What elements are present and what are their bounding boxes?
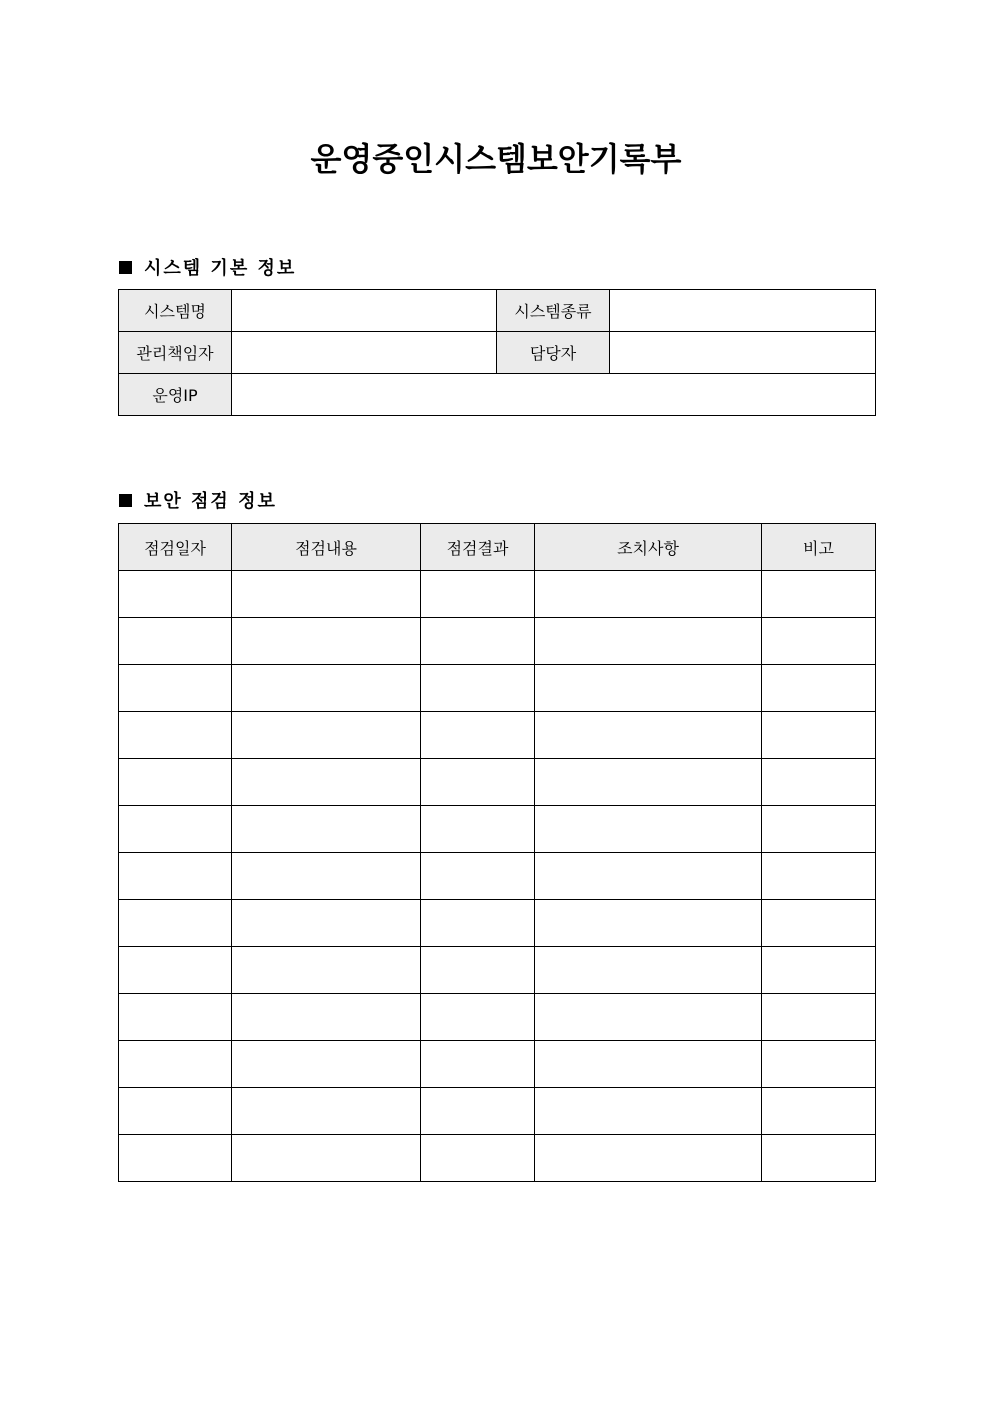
remarks-cell[interactable] <box>762 712 876 759</box>
remarks-cell[interactable] <box>762 1041 876 1088</box>
check-result-cell[interactable] <box>421 1135 535 1182</box>
check-date-cell[interactable] <box>119 618 232 665</box>
table-row <box>119 571 876 618</box>
action-cell[interactable] <box>535 1135 762 1182</box>
action-cell[interactable] <box>535 1088 762 1135</box>
section-heading-label: 보안 점검 정보 <box>144 491 277 512</box>
table-row <box>119 1135 876 1182</box>
table-row <box>119 1041 876 1088</box>
remarks-cell[interactable] <box>762 571 876 618</box>
system-name-label: 시스템명 <box>119 290 232 332</box>
check-content-cell[interactable] <box>232 665 421 712</box>
column-header-check-content: 점검내용 <box>232 524 421 571</box>
check-result-cell[interactable] <box>421 712 535 759</box>
table-row <box>119 618 876 665</box>
remarks-cell[interactable] <box>762 806 876 853</box>
column-header-check-date: 점검일자 <box>119 524 232 571</box>
action-cell[interactable] <box>535 665 762 712</box>
basic-info-table <box>118 289 876 416</box>
table-row <box>119 712 876 759</box>
staff-label: 담당자 <box>497 332 610 374</box>
check-date-cell[interactable] <box>119 1088 232 1135</box>
check-content-cell[interactable] <box>232 571 421 618</box>
remarks-cell[interactable] <box>762 1088 876 1135</box>
remarks-cell[interactable] <box>762 853 876 900</box>
check-result-cell[interactable] <box>421 618 535 665</box>
check-result-cell[interactable] <box>421 900 535 947</box>
check-content-cell[interactable] <box>232 712 421 759</box>
security-check-body <box>119 571 876 1182</box>
table-row <box>119 759 876 806</box>
check-date-cell[interactable] <box>119 1135 232 1182</box>
table-row <box>119 332 876 374</box>
table-row <box>119 947 876 994</box>
security-check-table <box>118 523 876 1182</box>
check-result-cell[interactable] <box>421 806 535 853</box>
check-result-cell[interactable] <box>421 947 535 994</box>
check-content-cell[interactable] <box>232 1041 421 1088</box>
table-row <box>119 665 876 712</box>
check-content-cell[interactable] <box>232 947 421 994</box>
manager-label: 관리책임자 <box>119 332 232 374</box>
check-date-cell[interactable] <box>119 853 232 900</box>
table-row <box>119 853 876 900</box>
check-date-cell[interactable] <box>119 994 232 1041</box>
system-name-field[interactable] <box>232 290 497 332</box>
check-content-cell[interactable] <box>232 900 421 947</box>
table-row <box>119 1088 876 1135</box>
check-content-cell[interactable] <box>232 853 421 900</box>
action-cell[interactable] <box>535 712 762 759</box>
check-result-cell[interactable] <box>421 1088 535 1135</box>
system-type-label: 시스템종류 <box>497 290 610 332</box>
remarks-cell[interactable] <box>762 759 876 806</box>
action-cell[interactable] <box>535 1041 762 1088</box>
table-row <box>119 374 876 416</box>
staff-field[interactable] <box>610 332 876 374</box>
check-date-cell[interactable] <box>119 665 232 712</box>
table-header-row <box>119 524 876 571</box>
check-result-cell[interactable] <box>421 665 535 712</box>
table-row <box>119 994 876 1041</box>
remarks-cell[interactable] <box>762 947 876 994</box>
remarks-cell[interactable] <box>762 900 876 947</box>
column-header-remarks: 비고 <box>762 524 876 571</box>
action-cell[interactable] <box>535 853 762 900</box>
column-header-check-result: 점검결과 <box>421 524 535 571</box>
manager-field[interactable] <box>232 332 497 374</box>
check-content-cell[interactable] <box>232 1135 421 1182</box>
remarks-cell[interactable] <box>762 665 876 712</box>
square-bullet-icon <box>119 494 132 507</box>
check-content-cell[interactable] <box>232 759 421 806</box>
action-cell[interactable] <box>535 806 762 853</box>
action-cell[interactable] <box>535 994 762 1041</box>
square-bullet-icon <box>119 261 132 274</box>
action-cell[interactable] <box>535 759 762 806</box>
check-date-cell[interactable] <box>119 759 232 806</box>
check-content-cell[interactable] <box>232 806 421 853</box>
check-result-cell[interactable] <box>421 994 535 1041</box>
section-heading-security-check <box>119 487 277 513</box>
check-content-cell[interactable] <box>232 618 421 665</box>
action-cell[interactable] <box>535 571 762 618</box>
column-header-action: 조치사항 <box>535 524 762 571</box>
action-cell[interactable] <box>535 947 762 994</box>
check-date-cell[interactable] <box>119 571 232 618</box>
remarks-cell[interactable] <box>762 618 876 665</box>
check-content-cell[interactable] <box>232 994 421 1041</box>
check-date-cell[interactable] <box>119 1041 232 1088</box>
system-type-field[interactable] <box>610 290 876 332</box>
check-content-cell[interactable] <box>232 1088 421 1135</box>
table-row <box>119 806 876 853</box>
ip-label: 운영IP <box>119 374 232 416</box>
check-date-cell[interactable] <box>119 806 232 853</box>
action-cell[interactable] <box>535 618 762 665</box>
section-heading-basic-info <box>119 254 296 280</box>
action-cell[interactable] <box>535 900 762 947</box>
table-row <box>119 900 876 947</box>
remarks-cell[interactable] <box>762 994 876 1041</box>
remarks-cell[interactable] <box>762 1135 876 1182</box>
check-result-cell[interactable] <box>421 1041 535 1088</box>
check-result-cell[interactable] <box>421 759 535 806</box>
check-date-cell[interactable] <box>119 712 232 759</box>
check-date-cell[interactable] <box>119 900 232 947</box>
document-title: 운영중인시스템보안기록부 <box>310 140 682 178</box>
section-heading-label: 시스템 기본 정보 <box>144 258 297 279</box>
check-result-cell[interactable] <box>421 571 535 618</box>
check-result-cell[interactable] <box>421 853 535 900</box>
check-date-cell[interactable] <box>119 947 232 994</box>
ip-field[interactable] <box>232 374 876 416</box>
table-row <box>119 290 876 332</box>
